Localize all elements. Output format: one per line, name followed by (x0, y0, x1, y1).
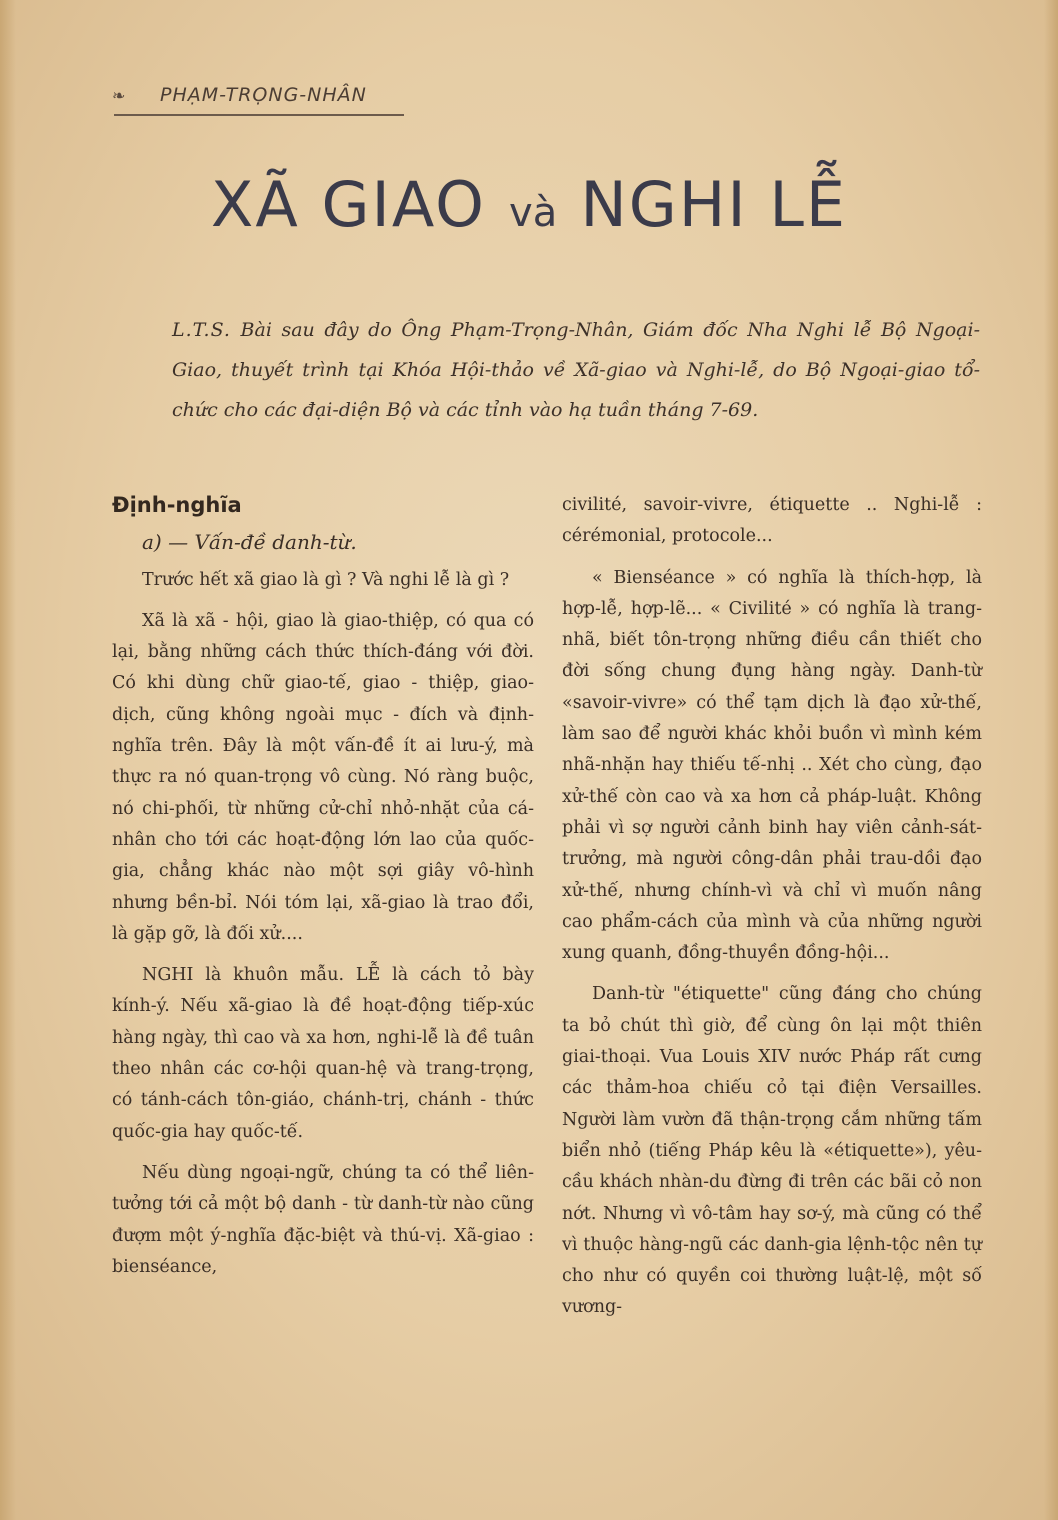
article-title (0, 168, 1058, 241)
left-column (112, 490, 534, 1293)
paragraph: civilité, savoir-vivre, étiquette .. Nghi-lễ : cérémonial, protocole... (562, 495, 982, 547)
section-heading: Định-nghĩa (112, 493, 242, 517)
subsection-heading: a) — Vấn-đề danh-từ. (142, 530, 357, 555)
right-column (562, 490, 982, 1334)
title-part2: NGHI LỄ (580, 168, 848, 241)
paragraph: Trước hết xã giao là gì ? Và nghi lễ là gì ? (142, 569, 510, 590)
paragraph: Nếu dùng ngoại-ngữ, chúng ta có thể liên-tưởng tới cả một bộ danh - từ danh-từ nào cũng đượm một ý-nghĩa đặc-biệt và thú-vị. Xã-giao : bienséance, (112, 1162, 534, 1277)
paragraph: NGHI là khuôn mẫu. LỄ là cách tỏ bày kính-ý. Nếu xã-giao là đề hoạt-động tiếp-xúc hàng ngày, thì cao và xa hơn, nghi-lễ là đề tuân theo nhân các cơ-hội quan-hệ và trang-trọng, có tánh-cách tôn-giáo, chánh-trị, chánh - thức quốc-gia hay quốc-tế. (112, 965, 534, 1142)
paragraph: Danh-từ "étiquette" cũng đáng cho chúng ta bỏ chút thì giờ, để cùng ôn lại một thiên giai-thoại. Vua Louis XIV nước Pháp rất cưng các thảm-hoa chiếu cỏ tại điện Versailles. Người làm vườn đã thận-trọng cắm những tấm biển nhỏ (tiếng Pháp kêu là «étiquette»), yêu-cầu khách nhàn-du đừng đi trên các bãi cỏ non nớt. Nhưng vì vô-tâm hay sơ-ý, mà cũng có thể vì thuộc hàng-ngũ các danh-gia lệnh-tộc nên tự cho như có quyền coi thường luật-lệ, một số vương- (562, 984, 982, 1318)
author-name: PHẠM-TRỌNG-NHÂN (160, 84, 367, 106)
paragraph: « Bienséance » có nghĩa là thích-hợp, là hợp-lễ, hợp-lẽ... « Civilité » có nghĩa là trang-nhã, biết tôn-trọng những điều cần thiết cho đời sống chung đụng hàng ngày. Danh-từ «savoir-vivre» có thể tạm dịch là đạo xử-thế, làm sao để người khác khỏi buồn vì mình kém nhã-nhặn hay thiếu tế-nhị .. Xét cho cùng, đạo xử-thế còn cao và xa hơn cả pháp-luật. Không phải vì sợ người cảnh binh hay viên cảnh-sát-trưởng, mà người công-dân phải trau-dồi đạo xử-thế, nhưng chính-vì và chỉ vì muốn nâng cao phẩm-cách của mình và của những người xung quanh, đồng-thuyền đồng-hội... (562, 567, 982, 964)
title-part1: XÃ GIAO (210, 168, 486, 241)
title-conjunction: và (509, 190, 558, 236)
paragraph: Xã là xã - hội, giao là giao-thiệp, có qua có lại, bằng những cách thức thích-đáng với đời. Có khi dùng chữ giao-tế, giao - thiệp, giao-dịch, cũng không ngoài mục - đích và định-nghĩa trên. Đây là một vấn-đề ít ai lưu-ý, mà thực ra nó quan-trọng vô cùng. Nó ràng buộc, nó chi-phối, từ những cử-chỉ nhỏ-nhặt của cá-nhân cho tới các hoạt-động lớn lao của quốc-gia, chẳng khác nào một sợi giây vô-hình nhưng bền-bỉ. Nói tóm lại, xã-giao là trao đổi, là gặp gỡ, là đối xử.... (112, 610, 534, 944)
editor-note (172, 310, 980, 430)
page-marker-icon: ❧ (112, 86, 126, 105)
editor-note-text: Bài sau đây do Ông Phạm-Trọng-Nhân, Giám đốc Nha Nghi lễ Bộ Ngoại-Giao, thuyết trình tại Khóa Hội-thảo về Xã-giao và Nghi-lễ, do Bộ Ngoại-giao tổ-chức cho các đại-diện Bộ và các tỉnh vào hạ tuần tháng 7-69. (172, 319, 980, 421)
editor-note-label: L.T.S. (172, 319, 231, 341)
author-underline (114, 114, 404, 116)
